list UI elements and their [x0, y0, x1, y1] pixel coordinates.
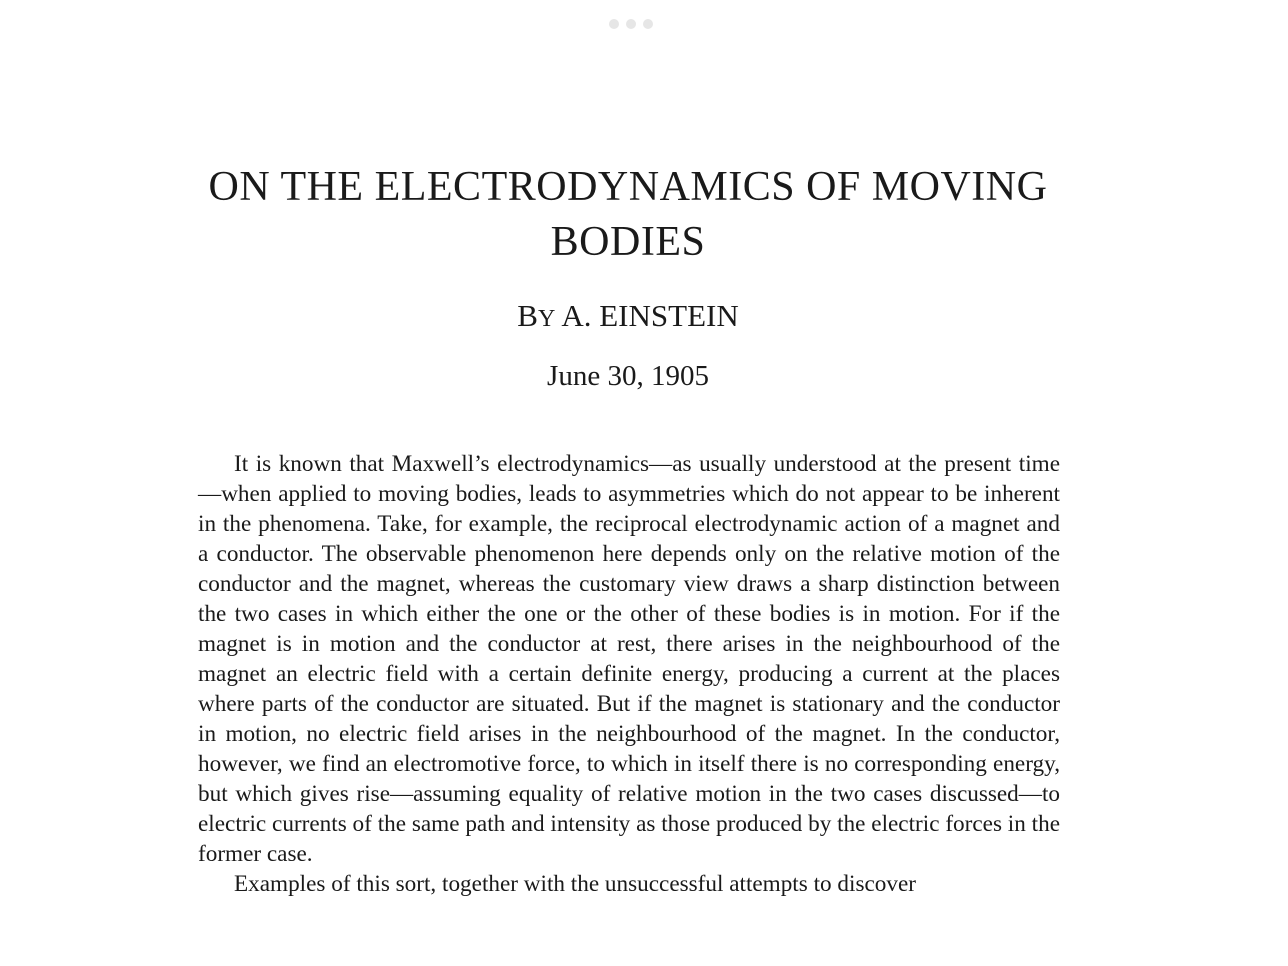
document-body: [198, 449, 1060, 899]
document-title: ON THE ELECTRODYNAMICS OF MOVING BODIES: [208, 164, 1048, 265]
paragraph-2: Examples of this sort, together with the unsuccessful attempts to discover: [234, 871, 916, 897]
author-prefix-cap: B: [517, 298, 538, 333]
author-prefix-rest: Y: [537, 306, 556, 332]
author-name: A. EINSTEIN: [561, 298, 739, 333]
paragraph-1: It is known that Maxwell’s electrodynamics—as usually understood at the present time—when applied to moving bodies, leads to asymmetries which do not appear to be inherent in the phenomena. Take, for example, the reciprocal electrodynamic action of a magnet and a conductor. The observable phenomenon here depends only on the relative motion of the conductor and the magnet, whereas the customary view draws a sharp distinction between the two cases in which either the one or the other of these bodies is in motion. For if the magnet is in motion and the conductor at rest, there arises in the neighbourhood of the magnet an electric field with a certain definite energy, producing a current at the places where parts of the conductor are situated. But if the magnet is stationary and the conductor in motion, no electric field arises in the neighbourhood of the magnet. In the conductor, however, we find an electromotive force, to which in itself there is no corresponding energy, but which gives rise—assuming equality of relative motion in the two cases discussed—to electric currents of the same path and intensity as those produced by the electric forces in the former case.: [198, 451, 1060, 867]
document-date: June 30, 1905: [547, 360, 709, 392]
dot: [643, 19, 653, 29]
more-dots-icon[interactable]: [609, 19, 653, 29]
dot: [626, 19, 636, 29]
dot: [609, 19, 619, 29]
author-line: [180, 296, 1076, 339]
